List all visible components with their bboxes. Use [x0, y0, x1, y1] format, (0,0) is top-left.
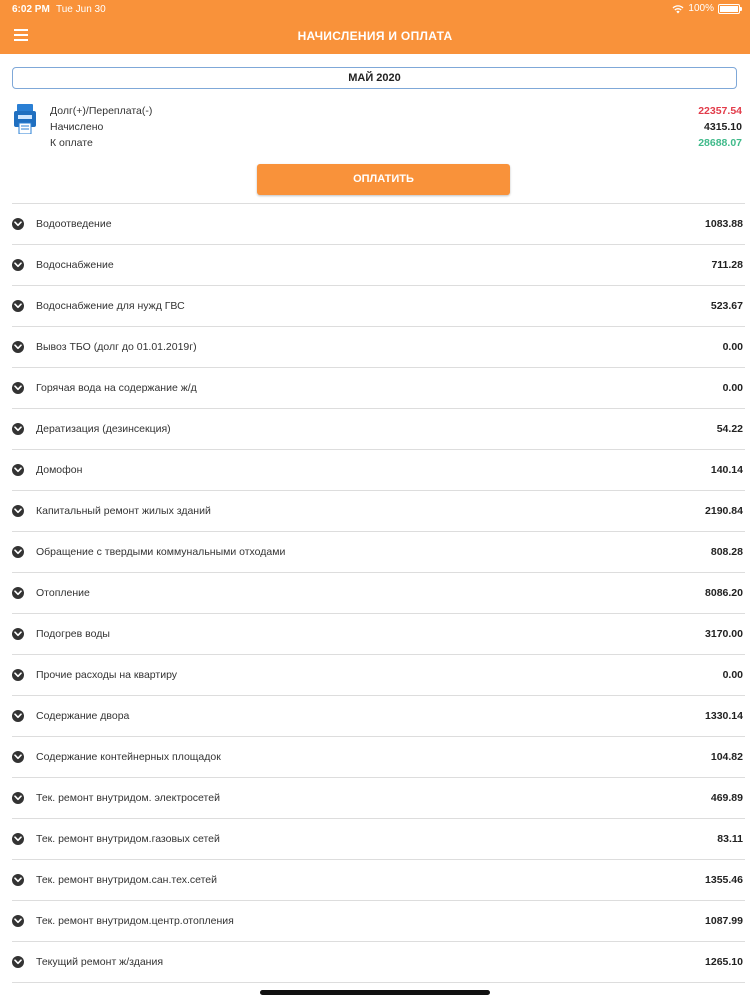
service-amount: 711.28 — [711, 259, 743, 271]
service-amount: 83.11 — [717, 833, 743, 845]
service-row[interactable] — [12, 819, 745, 860]
service-amount: 104.82 — [710, 751, 743, 763]
service-row[interactable] — [12, 778, 745, 819]
battery-icon — [718, 4, 740, 14]
chevron-down-icon[interactable] — [12, 833, 24, 845]
chevron-down-icon[interactable] — [12, 546, 24, 558]
service-name: Содержание контейнерных площадок — [36, 751, 221, 763]
chevron-down-icon[interactable] — [12, 710, 24, 722]
service-row[interactable] — [12, 737, 745, 778]
chevron-down-icon[interactable] — [12, 464, 24, 476]
service-name: Содержание двора — [36, 710, 130, 722]
service-amount: 0.00 — [722, 382, 743, 394]
summary-value: 28688.07 — [698, 137, 742, 149]
service-amount: 0.00 — [722, 341, 743, 353]
service-row[interactable] — [12, 286, 745, 327]
service-amount: 469.89 — [710, 792, 743, 804]
service-row[interactable] — [12, 368, 745, 409]
receipt-icon — [14, 104, 36, 134]
service-name: Капитальный ремонт жилых зданий — [36, 505, 211, 517]
app-header — [0, 0, 750, 54]
wifi-icon — [672, 4, 684, 14]
summary-label: Начислено — [50, 121, 104, 133]
service-row[interactable] — [12, 204, 745, 245]
service-row[interactable] — [12, 245, 745, 286]
chevron-down-icon[interactable] — [12, 874, 24, 886]
service-amount: 523.67 — [710, 300, 743, 312]
chevron-down-icon[interactable] — [12, 669, 24, 681]
service-row[interactable] — [12, 491, 745, 532]
chevron-down-icon[interactable] — [12, 505, 24, 517]
service-name: Текущий ремонт ж/здания — [36, 956, 164, 968]
chevron-down-icon[interactable] — [12, 792, 24, 804]
service-row[interactable] — [12, 655, 745, 696]
service-name: Дератизация (дезинсекция) — [36, 423, 171, 435]
service-row[interactable] — [12, 696, 745, 737]
service-row[interactable] — [12, 942, 745, 983]
chevron-down-icon[interactable] — [12, 259, 24, 271]
status-right — [672, 3, 740, 14]
service-row[interactable] — [12, 860, 745, 901]
service-name: Водоснабжение — [36, 259, 114, 271]
battery-percent: 100% — [688, 3, 714, 14]
service-name: Обращение с твердыми коммунальными отходами — [36, 546, 286, 558]
period-selector[interactable]: МАЙ 2020 — [12, 67, 737, 89]
service-amount: 808.28 — [710, 546, 743, 558]
service-name: Тек. ремонт внутридом.газовых сетей — [36, 833, 220, 845]
chevron-down-icon[interactable] — [12, 915, 24, 927]
service-amount: 2190.84 — [705, 505, 743, 517]
service-name: Прочие расходы на квартиру — [36, 669, 178, 681]
service-name: Горячая вода на содержание ж/д — [36, 382, 197, 394]
chevron-down-icon[interactable] — [12, 423, 24, 435]
chevron-down-icon[interactable] — [12, 218, 24, 230]
service-name: Водоснабжение для нужд ГВС — [36, 300, 185, 312]
status-date: Tue Jun 30 — [56, 4, 106, 15]
chevron-down-icon[interactable] — [12, 382, 24, 394]
service-name: Тек. ремонт внутридом.сан.тех.сетей — [36, 874, 218, 886]
service-row[interactable] — [12, 409, 745, 450]
chevron-down-icon[interactable] — [12, 300, 24, 312]
summary-label: К оплате — [50, 137, 93, 149]
service-amount: 140.14 — [710, 464, 743, 476]
service-amount: 0.00 — [722, 669, 743, 681]
service-amount: 1087.99 — [705, 915, 743, 927]
service-name: Тек. ремонт внутридом. электросетей — [36, 792, 220, 804]
service-name: Подогрев воды — [36, 628, 110, 640]
service-name: Вывоз ТБО (долг до 01.01.2019г) — [36, 341, 197, 353]
home-indicator — [260, 990, 490, 995]
chevron-down-icon[interactable] — [12, 341, 24, 353]
chevron-down-icon[interactable] — [12, 628, 24, 640]
service-amount: 1355.46 — [705, 874, 743, 886]
service-amount: 54.22 — [716, 423, 743, 435]
service-row[interactable] — [12, 532, 745, 573]
service-amount: 8086.20 — [705, 587, 743, 599]
chevron-down-icon[interactable] — [12, 587, 24, 599]
service-name: Домофон — [36, 464, 83, 476]
summary-label: Долг(+)/Переплата(-) — [50, 105, 153, 117]
service-row[interactable] — [12, 327, 745, 368]
services-list — [12, 203, 745, 983]
service-row[interactable] — [12, 901, 745, 942]
service-name: Отопление — [36, 587, 90, 599]
service-amount: 3170.00 — [705, 628, 743, 640]
chevron-down-icon[interactable] — [12, 956, 24, 968]
service-row[interactable] — [12, 614, 745, 655]
service-amount: 1083.88 — [705, 218, 743, 230]
service-name: Тек. ремонт внутридом.центр.отопления — [36, 915, 234, 927]
summary-value: 4315.10 — [704, 121, 742, 133]
service-row[interactable] — [12, 573, 745, 614]
summary-value: 22357.54 — [698, 105, 742, 117]
service-name: Водоотведение — [36, 218, 112, 230]
pay-button[interactable]: ОПЛАТИТЬ — [257, 164, 510, 195]
status-time: 6:02 PM — [12, 4, 50, 15]
service-row[interactable] — [12, 450, 745, 491]
service-amount: 1330.14 — [705, 710, 743, 722]
chevron-down-icon[interactable] — [12, 751, 24, 763]
page-title: НАЧИСЛЕНИЯ И ОПЛАТА — [297, 29, 453, 43]
service-amount: 1265.10 — [705, 956, 743, 968]
